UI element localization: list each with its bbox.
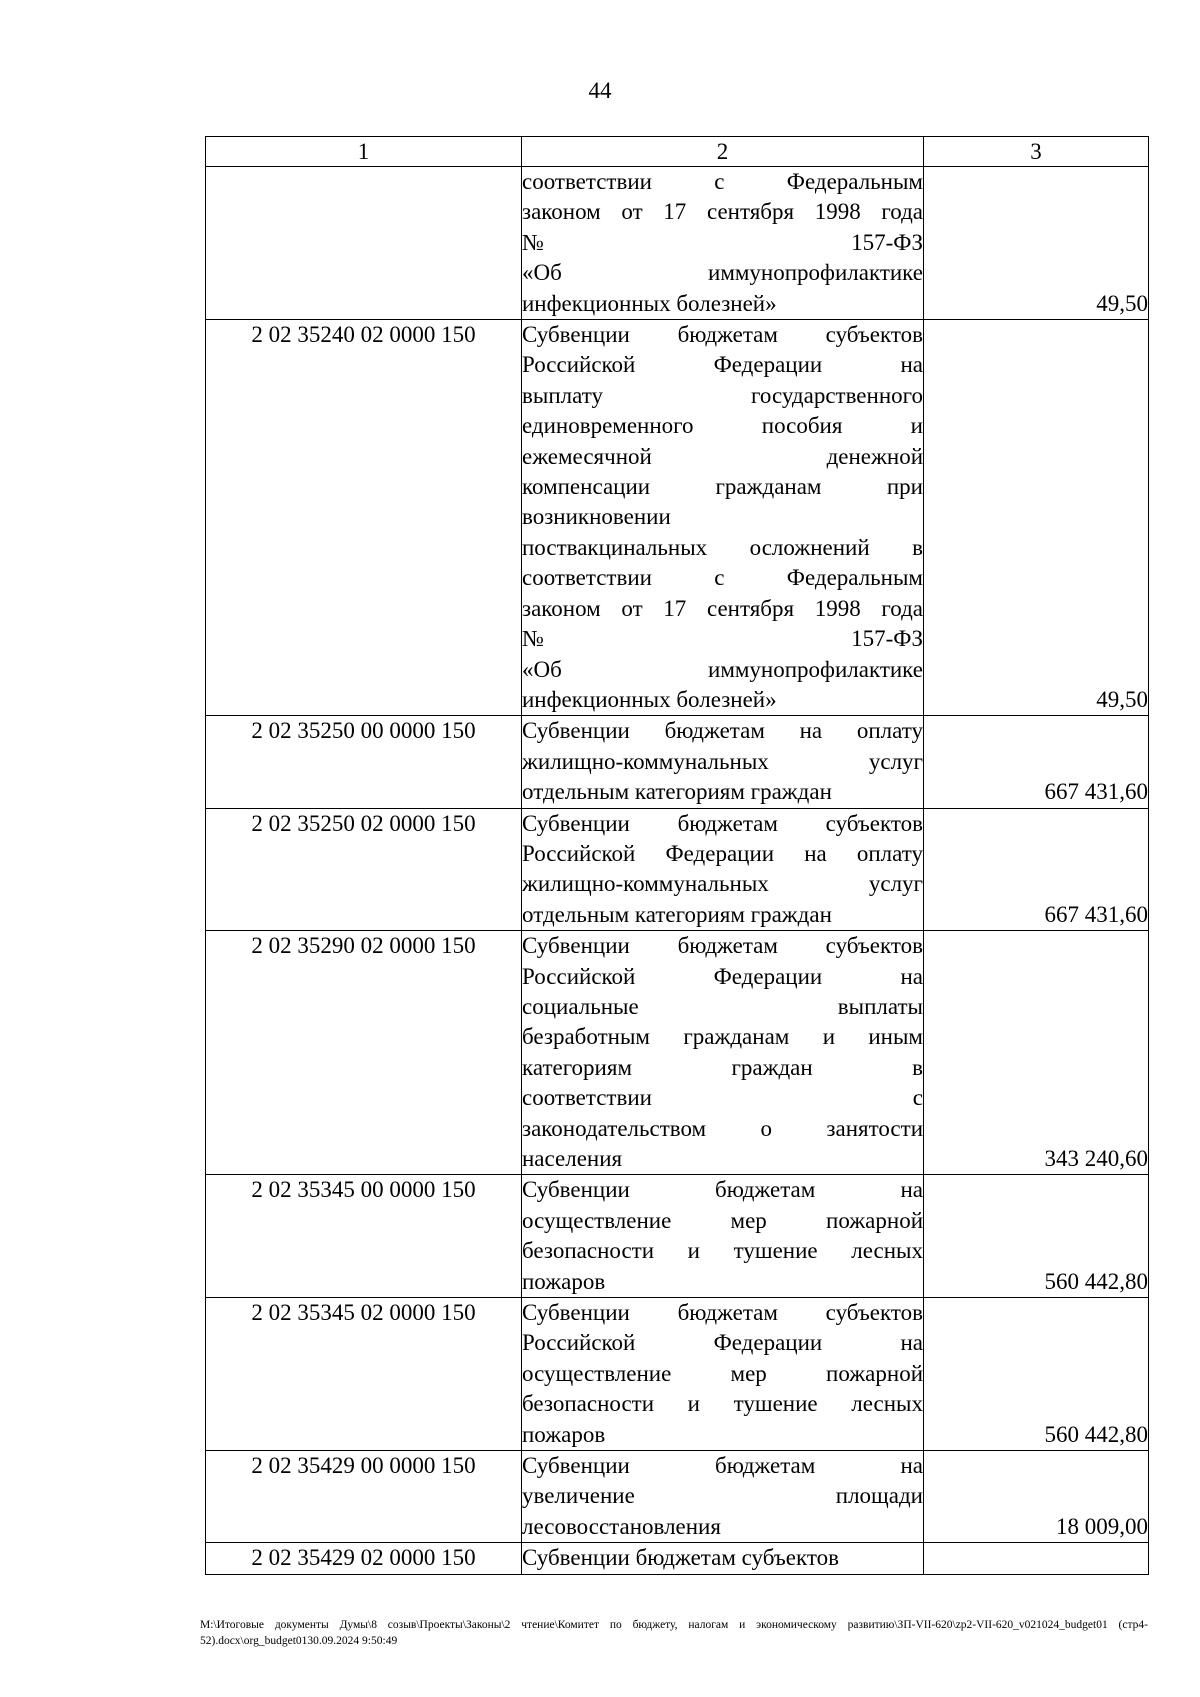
- description-line: Российской Федерации на: [522, 352, 923, 378]
- table-row: [206, 931, 1149, 1175]
- description-line: осуществление мер пожарной: [522, 1207, 923, 1233]
- description-cell: [522, 1298, 924, 1451]
- description-line: безопасности и тушение лесных: [522, 1238, 923, 1264]
- column-header-1: 1: [206, 137, 522, 167]
- table-row: [206, 1543, 1149, 1574]
- budget-code-cell: 2 02 35250 00 0000 150: [206, 716, 522, 808]
- description-cell: [522, 1451, 924, 1543]
- description-line: инфекционных болезней»: [522, 686, 777, 712]
- description-line: Субвенции бюджетам на: [522, 1453, 923, 1479]
- description-line: Субвенции бюджетам субъектов: [522, 1545, 839, 1571]
- budget-code-cell: 2 02 35345 00 0000 150: [206, 1175, 522, 1298]
- description-line: «Об иммунопрофилактике: [522, 656, 923, 682]
- budget-code-cell: 2 02 35429 02 0000 150: [206, 1543, 522, 1574]
- table-header-row: [206, 137, 1149, 167]
- description-line: Российской Федерации на: [522, 963, 923, 989]
- table-row: [206, 716, 1149, 808]
- description-line: законом от 17 сентября 1998 года: [522, 595, 923, 621]
- description-line: Российской Федерации на оплату: [522, 840, 923, 866]
- description-line: категориям граждан в: [522, 1054, 923, 1080]
- table-row: [206, 1451, 1149, 1543]
- budget-code-cell: [206, 167, 522, 320]
- table-row: [206, 167, 1149, 320]
- description-line: возникновении: [522, 504, 671, 530]
- amount-cell: [924, 1543, 1149, 1574]
- description-line: ежемесячной денежной: [522, 443, 923, 469]
- description-line: № 157-ФЗ: [522, 626, 923, 652]
- amount-cell: 667 431,60: [924, 716, 1149, 808]
- budget-code-cell: 2 02 35290 02 0000 150: [206, 931, 522, 1175]
- description-line: лесовосстановления: [522, 1513, 721, 1539]
- amount-cell: 49,50: [924, 320, 1149, 716]
- description-line: соответствии с Федеральным: [522, 169, 923, 194]
- budget-code-cell: 2 02 35429 00 0000 150: [206, 1451, 522, 1543]
- page-number: 44: [588, 78, 612, 103]
- description-cell: [522, 931, 924, 1175]
- budget-code-cell: 2 02 35250 02 0000 150: [206, 808, 522, 931]
- table-row: [206, 808, 1149, 931]
- description-line: соответствии с: [522, 1085, 923, 1111]
- description-line: «Об иммунопрофилактике: [522, 260, 923, 286]
- description-line: поствакцинальных осложнений в: [522, 534, 923, 560]
- amount-cell: 667 431,60: [924, 808, 1149, 931]
- description-cell: [522, 167, 924, 320]
- budget-code-cell: 2 02 35345 02 0000 150: [206, 1298, 522, 1451]
- description-line: соответствии с Федеральным: [522, 565, 923, 591]
- budget-code-cell: 2 02 35240 02 0000 150: [206, 320, 522, 716]
- description-line: компенсации гражданам при: [522, 474, 923, 500]
- table-row: [206, 1298, 1149, 1451]
- file-path-footer: M:\Итоговые документы Думы\8 созыв\Проекты\Законы\2 чтение\Комитет по бюджету, налогам и экономическому развитию\ЗП-VII-620\zp2-VII-620_v021024_budget01 (стр4-52).docx\org_budget0130.09.2024 9:50:49: [200, 1619, 1148, 1647]
- description-line: безработным гражданам и иным: [522, 1024, 923, 1050]
- description-cell: [522, 320, 924, 716]
- description-line: безопасности и тушение лесных: [522, 1391, 923, 1417]
- description-line: законом от 17 сентября 1998 года: [522, 199, 923, 225]
- description-line: Субвенции бюджетам на оплату: [522, 718, 923, 744]
- description-line: жилищно-коммунальных услуг: [522, 871, 923, 897]
- description-line: Российской Федерации на: [522, 1330, 923, 1356]
- description-line: Субвенции бюджетам субъектов: [522, 810, 923, 836]
- description-line: пожаров: [522, 1268, 606, 1294]
- description-line: социальные выплаты: [522, 993, 923, 1019]
- description-line: увеличение площади: [522, 1483, 923, 1509]
- description-line: отдельным категориям граждан: [522, 901, 832, 927]
- budget-table: [205, 136, 1149, 1575]
- description-line: инфекционных болезней»: [522, 290, 777, 316]
- table-row: [206, 1175, 1149, 1298]
- description-line: № 157-ФЗ: [522, 229, 923, 255]
- description-cell: [522, 716, 924, 808]
- description-line: Субвенции бюджетам на: [522, 1177, 923, 1203]
- description-line: Субвенции бюджетам субъектов: [522, 933, 923, 959]
- amount-cell: 18 009,00: [924, 1451, 1149, 1543]
- column-header-3: 3: [924, 137, 1149, 167]
- description-line: пожаров: [522, 1421, 606, 1447]
- description-line: осуществление мер пожарной: [522, 1360, 923, 1386]
- amount-cell: 49,50: [924, 167, 1149, 320]
- description-line: выплату государственного: [522, 382, 923, 408]
- description-line: населения: [522, 1146, 623, 1171]
- description-line: отдельным категориям граждан: [522, 779, 832, 805]
- description-line: единовременного пособия и: [522, 413, 923, 439]
- description-line: законодательством о занятости: [522, 1115, 923, 1141]
- description-cell: [522, 808, 924, 931]
- description-line: жилищно-коммунальных услуг: [522, 748, 923, 774]
- description-line: Субвенции бюджетам субъектов: [522, 1300, 923, 1326]
- amount-cell: 343 240,60: [924, 931, 1149, 1175]
- table-row: [206, 320, 1149, 716]
- description-cell: [522, 1175, 924, 1298]
- amount-cell: 560 442,80: [924, 1175, 1149, 1298]
- amount-cell: 560 442,80: [924, 1298, 1149, 1451]
- description-cell: [522, 1543, 924, 1574]
- column-header-2: 2: [522, 137, 924, 167]
- description-line: Субвенции бюджетам субъектов: [522, 322, 923, 348]
